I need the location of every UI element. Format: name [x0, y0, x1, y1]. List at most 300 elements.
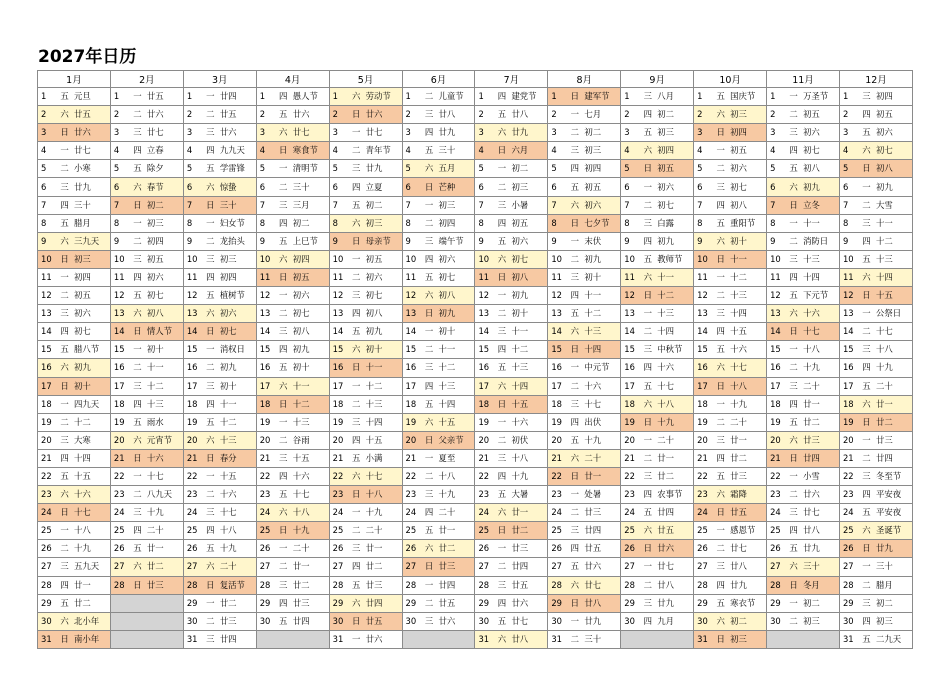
- lunar-label: 妇女节: [219, 217, 245, 228]
- day-cell: [475, 486, 548, 504]
- lunar-label: 廿五: [438, 597, 456, 608]
- lunar-label: 初二: [292, 217, 310, 228]
- weekday: 三: [424, 489, 434, 500]
- day-cell: [548, 142, 621, 160]
- day-cell: [839, 630, 912, 648]
- lunar-label: 十三: [657, 308, 674, 319]
- day-cell: [329, 124, 402, 142]
- month-header: 10月: [694, 71, 767, 88]
- day-cell: [548, 287, 621, 305]
- weekday: 日: [133, 579, 142, 590]
- lunar-label: 二十: [292, 543, 310, 554]
- day-number: 24: [770, 507, 781, 518]
- day-cell: [767, 232, 840, 250]
- day-cell: [183, 359, 256, 377]
- day-number: 10: [186, 253, 198, 264]
- day-number: 14: [332, 326, 344, 337]
- calendar-body: [38, 88, 913, 649]
- day-cell: [475, 504, 548, 522]
- day-number: 20: [551, 434, 563, 445]
- lunar-label: 十一: [511, 326, 529, 337]
- weekday: 六: [643, 525, 652, 536]
- weekday: 六: [862, 145, 871, 156]
- day-number: 28: [186, 579, 198, 590]
- day-number: 18: [842, 398, 854, 409]
- lunar-label: 廿四: [657, 507, 674, 518]
- weekday: 四: [716, 452, 725, 463]
- lunar-label: 十三: [365, 398, 383, 409]
- day-cell: [329, 467, 402, 485]
- day-cell: [475, 124, 548, 142]
- day-number: 31: [332, 633, 344, 644]
- lunar-label: 十八: [875, 344, 893, 355]
- lunar-label: 初十: [365, 344, 383, 355]
- weekday: 一: [424, 199, 434, 210]
- weekday: 三: [206, 253, 215, 264]
- day-number: 4: [478, 145, 484, 156]
- lunar-label: 廿七: [511, 615, 529, 626]
- weekday: 五: [60, 344, 69, 355]
- day-number: 3: [624, 127, 630, 138]
- day-number: 20: [770, 434, 781, 445]
- day-number: 25: [697, 525, 708, 536]
- lunar-label: 复活节: [219, 579, 245, 590]
- day-number: 12: [551, 290, 563, 301]
- weekday: 四: [789, 145, 798, 156]
- day-cell: [839, 196, 912, 214]
- lunar-label: 十七: [657, 380, 674, 391]
- day-cell: [329, 287, 402, 305]
- weekday: 五: [716, 344, 725, 355]
- day-number: 23: [842, 489, 854, 500]
- lunar-label: 二十: [146, 525, 164, 536]
- day-cell: [402, 594, 475, 612]
- weekday: 一: [206, 471, 215, 482]
- lunar-label: 十一: [875, 217, 893, 228]
- lunar-label: 十二: [511, 344, 529, 355]
- weekday: 五: [497, 615, 507, 626]
- weekday: 二: [206, 489, 215, 500]
- lunar-label: 初十: [74, 380, 91, 391]
- day-row: [38, 576, 913, 594]
- day-cell: [256, 594, 329, 612]
- day-cell: [256, 558, 329, 576]
- lunar-label: 十六: [219, 489, 237, 500]
- day-cell: [110, 214, 183, 232]
- day-number: 14: [697, 326, 708, 337]
- day-number: 20: [41, 434, 52, 445]
- day-number: 25: [770, 525, 781, 536]
- weekday: 一: [133, 91, 142, 102]
- weekday: 一: [716, 271, 725, 282]
- weekday: 五: [570, 434, 580, 445]
- lunar-label: 龙抬头: [219, 235, 245, 246]
- day-number: 6: [624, 181, 630, 192]
- lunar-label: 十九: [875, 362, 893, 373]
- day-number: 23: [478, 489, 490, 500]
- day-cell: [548, 377, 621, 395]
- lunar-label: 十八: [292, 507, 310, 518]
- day-cell: [839, 486, 912, 504]
- day-cell: [38, 377, 111, 395]
- lunar-label: 三十: [219, 199, 237, 210]
- day-number: 3: [842, 127, 849, 138]
- weekday: 三: [206, 507, 215, 518]
- day-cell: [767, 160, 840, 178]
- day-number: 23: [113, 489, 125, 500]
- weekday: 五: [570, 308, 580, 319]
- day-cell: [694, 413, 767, 431]
- day-number: 15: [770, 344, 781, 355]
- day-number: 29: [551, 597, 563, 608]
- lunar-label: 十五: [511, 398, 529, 409]
- day-number: 27: [842, 561, 854, 572]
- weekday: 四: [497, 344, 507, 355]
- lunar-label: 建军节: [584, 91, 610, 102]
- lunar-label: 立夏: [365, 181, 383, 192]
- weekday: 二: [133, 109, 142, 120]
- day-number: 1: [697, 91, 703, 102]
- day-cell: [38, 232, 111, 250]
- day-cell: [767, 431, 840, 449]
- lunar-label: 廿九: [803, 543, 820, 554]
- day-cell: [694, 467, 767, 485]
- weekday: 四: [279, 344, 288, 355]
- day-number: 23: [770, 489, 781, 500]
- day-cell: [767, 142, 840, 160]
- lunar-label: 廿六: [292, 109, 310, 120]
- day-number: 7: [770, 199, 776, 210]
- day-number: 19: [770, 416, 781, 427]
- day-number: 23: [405, 489, 417, 500]
- day-cell: [38, 305, 111, 323]
- day-cell: [621, 576, 694, 594]
- day-number: 14: [113, 326, 125, 337]
- day-number: 15: [842, 344, 854, 355]
- lunar-label: 公祭日: [875, 308, 902, 319]
- lunar-label: 十六: [292, 471, 310, 482]
- day-cell: [183, 88, 256, 106]
- lunar-label: 十九: [584, 434, 602, 445]
- weekday: 一: [789, 344, 798, 355]
- weekday: 二: [497, 181, 507, 192]
- day-number: 20: [842, 434, 854, 445]
- weekday: 二: [789, 109, 798, 120]
- lunar-label: 初三: [511, 181, 529, 192]
- lunar-label: 廿一: [365, 543, 383, 554]
- weekday: 一: [351, 380, 361, 391]
- day-cell: [38, 486, 111, 504]
- day-cell: [839, 594, 912, 612]
- weekday: 三: [351, 416, 361, 427]
- day-number: 15: [332, 344, 344, 355]
- weekday: 五: [279, 489, 288, 500]
- day-number: 12: [478, 290, 490, 301]
- weekday: 四: [570, 163, 580, 174]
- day-cell: [110, 395, 183, 413]
- empty-cell: [256, 630, 329, 648]
- lunar-label: 廿七: [365, 127, 383, 138]
- day-number: 2: [41, 109, 47, 120]
- lunar-label: 春分: [219, 452, 237, 463]
- weekday: 一: [862, 561, 871, 572]
- lunar-label: 初九: [365, 326, 383, 337]
- day-number: 17: [551, 380, 563, 391]
- day-number: 20: [113, 434, 125, 445]
- day-number: 27: [113, 561, 125, 572]
- day-number: 31: [186, 633, 198, 644]
- day-number: 13: [478, 308, 490, 319]
- weekday: 二: [497, 434, 507, 445]
- weekday: 五: [789, 163, 798, 174]
- weekday: 四: [497, 217, 507, 228]
- day-number: 10: [405, 253, 417, 264]
- day-cell: [694, 359, 767, 377]
- weekday: 二: [206, 235, 215, 246]
- day-number: 16: [186, 362, 198, 373]
- day-cell: [767, 88, 840, 106]
- lunar-label: 十三: [875, 253, 893, 264]
- day-number: 19: [405, 416, 417, 427]
- day-number: 24: [186, 507, 198, 518]
- lunar-label: 初十: [584, 271, 602, 282]
- weekday: 一: [351, 633, 361, 644]
- lunar-label: 除夕: [146, 163, 164, 174]
- weekday: 三: [133, 127, 142, 138]
- lunar-label: 初十: [730, 235, 747, 246]
- weekday: 四: [643, 362, 652, 373]
- day-cell: [621, 268, 694, 286]
- day-cell: [402, 142, 475, 160]
- weekday: 三: [133, 253, 142, 264]
- lunar-label: 廿七: [74, 145, 91, 156]
- weekday: 三: [716, 308, 725, 319]
- lunar-label: 廿二: [146, 561, 164, 572]
- day-cell: [110, 504, 183, 522]
- day-row: [38, 323, 913, 341]
- weekday: 五: [424, 271, 434, 282]
- lunar-label: 十一: [584, 290, 602, 301]
- weekday: 六: [351, 597, 361, 608]
- day-number: 14: [624, 326, 635, 337]
- day-cell: [548, 576, 621, 594]
- day-number: 9: [842, 235, 849, 246]
- weekday: 六: [424, 163, 434, 174]
- weekday: 三: [497, 326, 507, 337]
- day-cell: [329, 178, 402, 196]
- lunar-label: 十九: [219, 543, 237, 554]
- day-number: 12: [41, 290, 52, 301]
- day-cell: [767, 413, 840, 431]
- weekday: 五: [206, 163, 215, 174]
- day-cell: [110, 431, 183, 449]
- lunar-label: 廿二: [803, 416, 820, 427]
- weekday: 四: [570, 416, 580, 427]
- weekday: 一: [862, 434, 871, 445]
- day-cell: [256, 413, 329, 431]
- weekday: 日: [862, 163, 871, 174]
- lunar-label: 廿四: [292, 615, 310, 626]
- lunar-label: 小满: [365, 452, 383, 463]
- day-cell: [621, 486, 694, 504]
- weekday: 三: [133, 380, 142, 391]
- lunar-label: 廿一: [657, 452, 674, 463]
- weekday: 三: [570, 145, 580, 156]
- day-cell: [402, 504, 475, 522]
- day-cell: [183, 323, 256, 341]
- day-number: 26: [624, 543, 635, 554]
- lunar-label: 建党节: [511, 91, 537, 102]
- day-number: 9: [113, 235, 120, 246]
- day-row: [38, 268, 913, 286]
- day-cell: [402, 576, 475, 594]
- day-cell: [402, 612, 475, 630]
- day-cell: [110, 486, 183, 504]
- lunar-label: 十六: [511, 416, 529, 427]
- day-number: 28: [551, 579, 563, 590]
- lunar-label: 出伏: [584, 416, 602, 427]
- day-number: 25: [332, 525, 344, 536]
- lunar-label: 初四: [657, 145, 674, 156]
- day-number: 24: [551, 507, 563, 518]
- lunar-label: 白露: [657, 217, 674, 228]
- weekday: 四: [133, 271, 142, 282]
- day-number: 3: [332, 127, 338, 138]
- weekday: 四: [279, 597, 288, 608]
- weekday: 日: [643, 290, 652, 301]
- lunar-label: 廿五: [219, 109, 237, 120]
- day-cell: [621, 178, 694, 196]
- day-number: 5: [186, 163, 193, 174]
- lunar-label: 廿九: [657, 597, 674, 608]
- lunar-label: 三月: [292, 199, 310, 210]
- day-cell: [256, 142, 329, 160]
- day-cell: [183, 196, 256, 214]
- weekday: 五: [424, 145, 434, 156]
- day-number: 17: [332, 380, 344, 391]
- day-row: [38, 250, 913, 268]
- weekday: 五: [279, 109, 288, 120]
- day-number: 15: [113, 344, 125, 355]
- month-header: 7月: [475, 71, 548, 88]
- weekday: 二: [60, 543, 69, 554]
- day-cell: [839, 106, 912, 124]
- lunar-label: 母亲节: [365, 235, 391, 246]
- day-cell: [183, 630, 256, 648]
- weekday: 二: [351, 145, 361, 156]
- weekday: 二: [862, 326, 871, 337]
- day-number: 24: [41, 507, 52, 518]
- day-cell: [839, 178, 912, 196]
- lunar-label: 上巳节: [292, 235, 318, 246]
- day-number: 17: [113, 380, 125, 391]
- day-cell: [694, 395, 767, 413]
- lunar-label: 廿九: [365, 163, 383, 174]
- lunar-label: 二十: [584, 452, 602, 463]
- day-number: 21: [842, 452, 854, 463]
- day-cell: [183, 287, 256, 305]
- day-cell: [183, 594, 256, 612]
- lunar-label: 清明节: [292, 163, 318, 174]
- day-cell: [183, 214, 256, 232]
- weekday: 日: [351, 109, 361, 120]
- day-cell: [839, 612, 912, 630]
- lunar-label: 初七: [146, 290, 164, 301]
- lunar-label: 廿六: [365, 633, 383, 644]
- weekday: 三: [60, 181, 69, 192]
- day-cell: [548, 504, 621, 522]
- lunar-label: 初五: [292, 271, 310, 282]
- day-cell: [38, 196, 111, 214]
- weekday: 一: [351, 507, 361, 518]
- day-number: 11: [405, 271, 417, 282]
- day-number: 7: [478, 199, 484, 210]
- day-cell: [767, 594, 840, 612]
- weekday: 五: [60, 471, 69, 482]
- lunar-label: 初四: [292, 253, 310, 264]
- lunar-label: 初二: [365, 199, 383, 210]
- lunar-label: 初九: [292, 344, 310, 355]
- day-number: 4: [113, 145, 120, 156]
- lunar-label: 十三: [730, 290, 747, 301]
- day-cell: [38, 341, 111, 359]
- day-cell: [256, 395, 329, 413]
- weekday: 六: [716, 235, 725, 246]
- day-number: 30: [697, 615, 708, 626]
- day-cell: [110, 558, 183, 576]
- lunar-label: 廿三: [146, 579, 164, 590]
- day-cell: [183, 576, 256, 594]
- day-number: 12: [405, 290, 417, 301]
- empty-cell: [402, 630, 475, 648]
- day-cell: [402, 88, 475, 106]
- weekday: 四: [570, 290, 580, 301]
- day-cell: [256, 268, 329, 286]
- lunar-label: 廿九: [730, 579, 747, 590]
- weekday: 日: [643, 163, 652, 174]
- day-cell: [839, 232, 912, 250]
- weekday: 六: [862, 525, 871, 536]
- weekday: 一: [351, 127, 361, 138]
- weekday: 五: [789, 290, 798, 301]
- day-number: 25: [113, 525, 125, 536]
- day-number: 29: [842, 597, 854, 608]
- day-cell: [621, 522, 694, 540]
- day-cell: [767, 486, 840, 504]
- lunar-label: 初七: [803, 145, 820, 156]
- day-cell: [475, 540, 548, 558]
- weekday: 六: [60, 235, 69, 246]
- weekday: 日: [497, 271, 507, 282]
- day-number: 8: [478, 217, 484, 228]
- day-cell: [694, 214, 767, 232]
- weekday: 六: [351, 344, 361, 355]
- day-cell: [183, 413, 256, 431]
- day-cell: [694, 250, 767, 268]
- lunar-label: 十八: [730, 380, 747, 391]
- day-cell: [767, 341, 840, 359]
- weekday: 五: [716, 91, 725, 102]
- day-number: 6: [770, 181, 776, 192]
- lunar-label: 腊八节: [74, 344, 100, 355]
- weekday: 五: [133, 416, 142, 427]
- lunar-label: 廿五: [730, 507, 747, 518]
- day-cell: [839, 522, 912, 540]
- day-cell: [183, 540, 256, 558]
- weekday: 日: [279, 525, 288, 536]
- lunar-label: 十四: [584, 344, 602, 355]
- day-number: 28: [332, 579, 344, 590]
